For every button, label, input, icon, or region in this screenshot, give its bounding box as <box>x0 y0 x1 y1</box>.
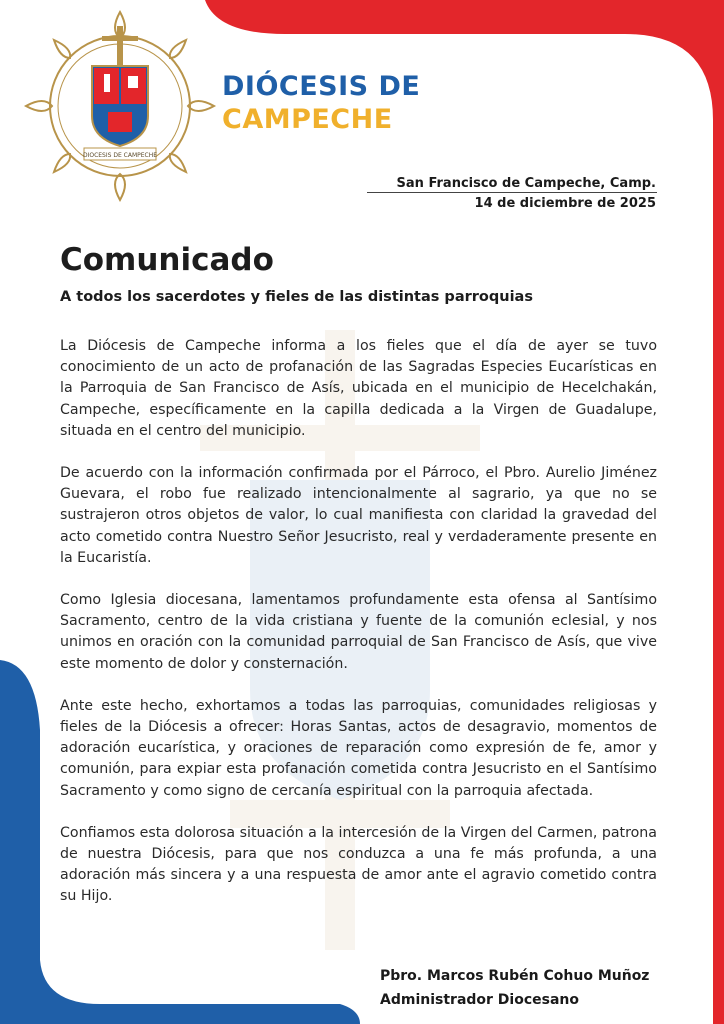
signatory-role: Administrador Diocesano <box>380 992 580 1008</box>
letter-body <box>60 336 657 929</box>
paragraph: De acuerdo con la información confirmada por el Párroco, el Pbro. Aurelio Jiménez Guevara, el robo fue realizado intencionalmente al sagrario, ya que no se sustrajeron otros objetos de valor, lo cual manifiesta con claridad la gravedad del acto cometido contra Nuestro Señor Jesucristo, real y verdaderamente presente en la Eucaristía. <box>60 465 657 566</box>
paragraph: Confiamos esta dolorosa situación a la intercesión de la Virgen del Carmen, patrona de nuestra Diócesis, para que nos conduzca a una fe más profunda, a una adoración más sincera y a una respuesta de amor ante el agravio cometido contra su Hijo. <box>60 824 657 905</box>
document-heading: Comunicado <box>60 242 274 278</box>
signatory-name: Pbro. Marcos Rubén Cohuo Muñoz <box>380 968 650 984</box>
diocese-title <box>222 70 420 136</box>
title-line-2: CAMPECHE <box>222 104 393 135</box>
paragraph: Como Iglesia diocesana, lamentamos profundamente esta ofensa al Santísimo Sacramento, centro de la vida cristiana y fuente de la comunión eclesial, y nos unimos en oración con la comunidad parroquial de San Francisco de Asís, que vive este momento de dolor y consternación. <box>60 592 657 672</box>
title-line-1: DIÓCESIS DE <box>222 71 421 102</box>
dateline-date: 14 de diciembre de 2025 <box>474 196 656 211</box>
paragraph: La Diócesis de Campeche informa a los fieles que el día de ayer se tuvo conocimiento de un acto de profanación de las Sagradas Especies Eucarísticas en la Parroquia de San Francisco de Asís, ubicada en el municipio de Hecelchakán, Campeche, específicamente en la capilla dedicada a la Virgen de Guadalupe, situada en el centro del municipio. <box>60 338 657 439</box>
seal-text: DIOCESIS DE CAMPECHE <box>82 152 158 159</box>
signature-block <box>380 964 649 1012</box>
diocese-seal-logo <box>22 8 218 204</box>
dateline-place: San Francisco de Campeche, Camp. <box>396 176 656 191</box>
dateline-divider <box>367 192 657 193</box>
paragraph: Ante este hecho, exhortamos a todas las parroquias, comunidades religiosas y fieles de la Diócesis a ofrecer: Horas Santas, actos de desagravio, momentos de adoración eucarística, y oraciones de reparación como expresión de fe, amor y comunión, para expiar esta profanación cometida contra Jesucristo en el Santísimo Sacramento y como signo de cercanía espiritual con la parroquia afectada. <box>60 697 657 799</box>
document-subheading: A todos los sacerdotes y fieles de las distintas parroquias <box>60 289 533 305</box>
